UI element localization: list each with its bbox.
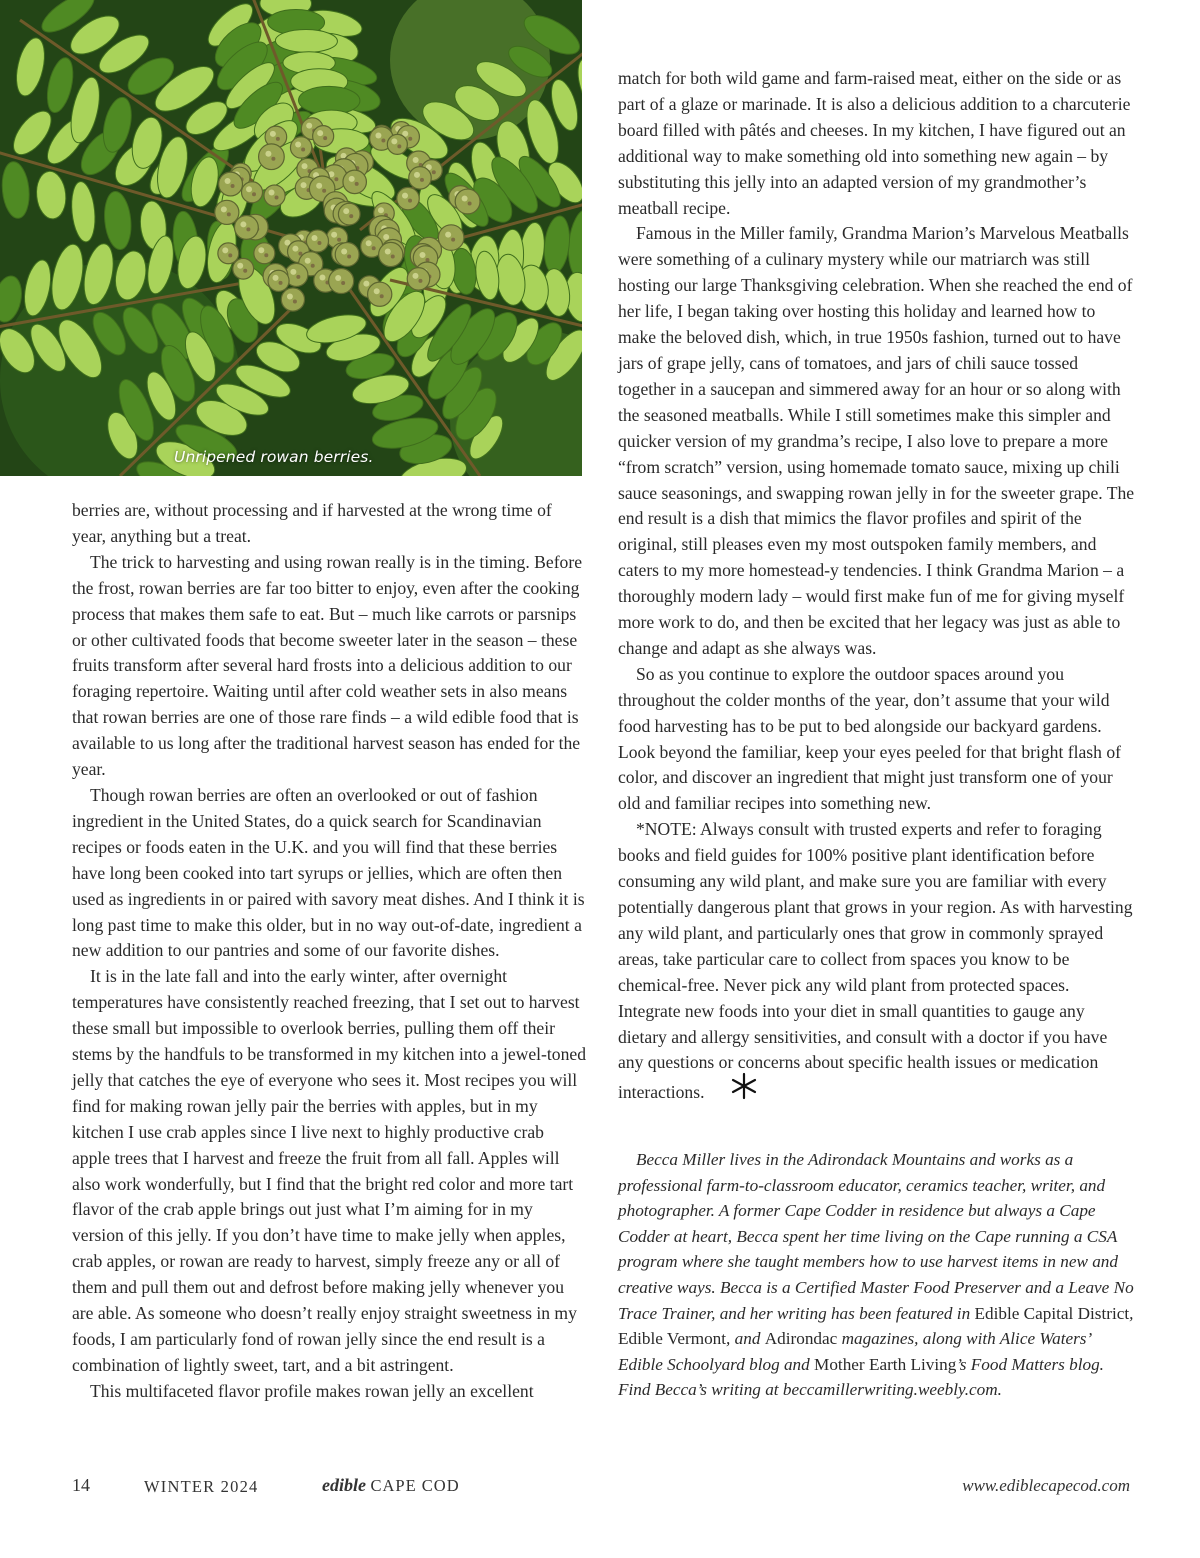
page-number: 14 — [72, 1475, 90, 1495]
bio-publication-3: Adirondac — [764, 1329, 838, 1349]
right-paragraph-1: match for both wild game and farm-raised meat, either on the side or as part of a glaze or marinade. It is also a delicious addition to a charcuterie board filled with pâtés and cheeses. In my kitchen, I have figured out an additional way to make something old into something new again – by substituting this jelly into an adapted version of my grandmother’s meatball recipe. — [618, 68, 1131, 218]
left-column — [72, 498, 586, 1405]
website-url: www.ediblecapecod.com — [962, 1476, 1130, 1495]
left-paragraph-4: It is in the late fall and into the early winter, after overnight temperatures have consistently reached freezing, that I set out to harvest these small but impossible to overlook berries, pulling them off their stems by the handfuls to be transformed in my kitchen into a jewel-toned jelly that catches the eye of everyone who sees it. Most recipes you will find for making rowan jelly pair the berries with apples, but in my kitchen I use crab apples since I live next to highly productive crab apple trees that I harvest and freeze the fruit from all fall. Apples will also work wonderfully, but I find that the bright red color and more tart flavor of the crab apple brings out just what I’m aiming for in my version of this jelly. If you don’t have time to make jelly when apples, crab apples, or rowan are ready to harvest, simply freeze any or all of them and pull them out and defrost before making jelly whenever you are able. As someone who doesn’t really enjoy straight sweetness in my foods, I am particularly fond of rowan jelly since the end result is a combination of lightly sweet, tart, and a bit astringent. — [72, 966, 587, 1375]
rowan-berry-photo — [0, 0, 582, 476]
bio-publication-2: Edible Vermont — [618, 1329, 727, 1349]
bio-separator-2: , and — [726, 1329, 765, 1349]
left-paragraph-3: Though rowan berries are often an overlooked or out of fashion ingredient in the United States, do a quick search for Scandinavian recipes or foods eaten in the U.K. and you will find that these berries have long been cooked into tart syrups or jellies, which are often then used as ingredients in or paired with savory meat dishes. And I think it is long past time to make this older, but in no way out-of-date, ingredient a new addition to our pantries and some of our favorite dishes. — [72, 784, 585, 961]
bio-publication-1: Edible Capital District — [974, 1303, 1130, 1323]
right-paragraph-3: So as you continue to explore the outdoor spaces around you throughout the colder months of the year, don’t assume that your wild food harvesting has to be put to bed alongside our backyard gardens. Look beyond the familiar, keep your eyes peeled for that bright flash of color, and discover an ingredient that might just transform one of your old and familiar recipes into something new. — [618, 663, 1121, 814]
asterisk-end-icon — [712, 1072, 758, 1108]
bio-paragraph — [618, 1147, 1138, 1403]
note-text: *NOTE: Always consult with trusted experts and refer to foraging books and field guides for 100% positive plant identification before consuming any wild plant, and make sure you are familiar with every potentially dangerous plant that grows in your region. As with harvesting any wild plant, and particularly ones that grow in commonly sprayed areas, take particular care to collect from spaces you know to be chemical-free. Never pick any wild plant from protected spaces. Integrate new foods into your diet in small quantities to gauge any dietary and allergy sensitivities, and consult with a doctor if you have any questions or concerns about specific health issues or medication interactions. — [618, 819, 1133, 1103]
bio-text-2: magazines, along with Alice Waters’ Edible Schoolyard blog and — [618, 1329, 1091, 1374]
magazine-name — [322, 1475, 460, 1499]
bio-separator-1: , — [1129, 1303, 1134, 1323]
left-paragraph-1: berries are, without processing and if harvested at the wrong time of year, anything but a treat. — [72, 500, 552, 546]
bio-text-1: Becca Miller lives in the Adirondack Mountains and works as a professional farm-to-classroom educator, ceramics teacher, writer, and photographer. A former Cape Codder in residence but always a Cape Codder at heart, Becca spent her time living on the Cape running a CSA program where she taught members how to use harvest items in new and creative ways. Becca is a Certified Master Food Preserver and a Leave No Trace Trainer, and her writing has been featured in — [618, 1150, 1134, 1323]
bio-text-3: ’s Food Matters blog. Find Becca’s writing at beccamillerwriting.weebly.com. — [618, 1354, 1104, 1400]
photo-caption: Unripened rowan berries. — [174, 448, 374, 466]
right-column — [618, 66, 1136, 1112]
magazine-name-edible: edible — [322, 1475, 366, 1495]
right-paragraph-2: Famous in the Miller family, Grandma Marion’s Marvelous Meatballs were something of a culinary mystery while our matriarch was still hosting our large Thanksgiving celebration. When she reached the end of her life, I began taking over hosting this holiday and learned how to make the beloved dish, which, in true 1950s fashion, turned out to have jars of grape jelly, cans of tomatoes, and jars of chili sauce tossed together in a saucepan and simmered away for an hour or so along with the seasoned meatballs. While I still sometimes make this simpler and quicker version of my grandma’s recipe, I also love to prepare a more “from scratch” version, using homemade tomato sauce, mixing up chili sauce seasonings, and swapping rowan jelly in for the sweeter grape. The end result is a dish that mimics the flavor profiles and spirit of the original, still pleases even my most outspoken family members, and caters to my more homestead-y tendencies. I think Grandma Marion – a thoroughly modern lady – would first make fun of me for giving myself more work to do, and then be excited that her legacy was just as able to change and adapt as she always was. — [618, 223, 1135, 658]
bio-publication-4: Mother Earth Living — [814, 1354, 957, 1374]
author-bio — [618, 1147, 1138, 1403]
left-paragraph-5: This multifaceted flavor profile makes rowan jelly an excellent — [90, 1380, 534, 1401]
magazine-name-cape-cod: CAPE COD — [370, 1476, 460, 1495]
left-paragraph-2: The trick to harvesting and using rowan really is in the timing. Before the frost, rowan berries are far too bitter to enjoy, even after the cooking process that makes them safe to eat. But – much like carrots or parsnips or other cultivated foods that become sweeter later in the season – these fruits transform after several hard frosts into a delicious addition to our foraging repertoire. Waiting until after cold weather sets in also means that rowan berries are one of those rare finds – a wild edible food that is available to us long after the traditional harvest season has ended for the year. — [72, 551, 583, 780]
right-paragraph-4 — [618, 817, 1136, 1112]
issue-label: WINTER 2024 — [144, 1477, 259, 1496]
photo-illustration — [0, 0, 582, 476]
